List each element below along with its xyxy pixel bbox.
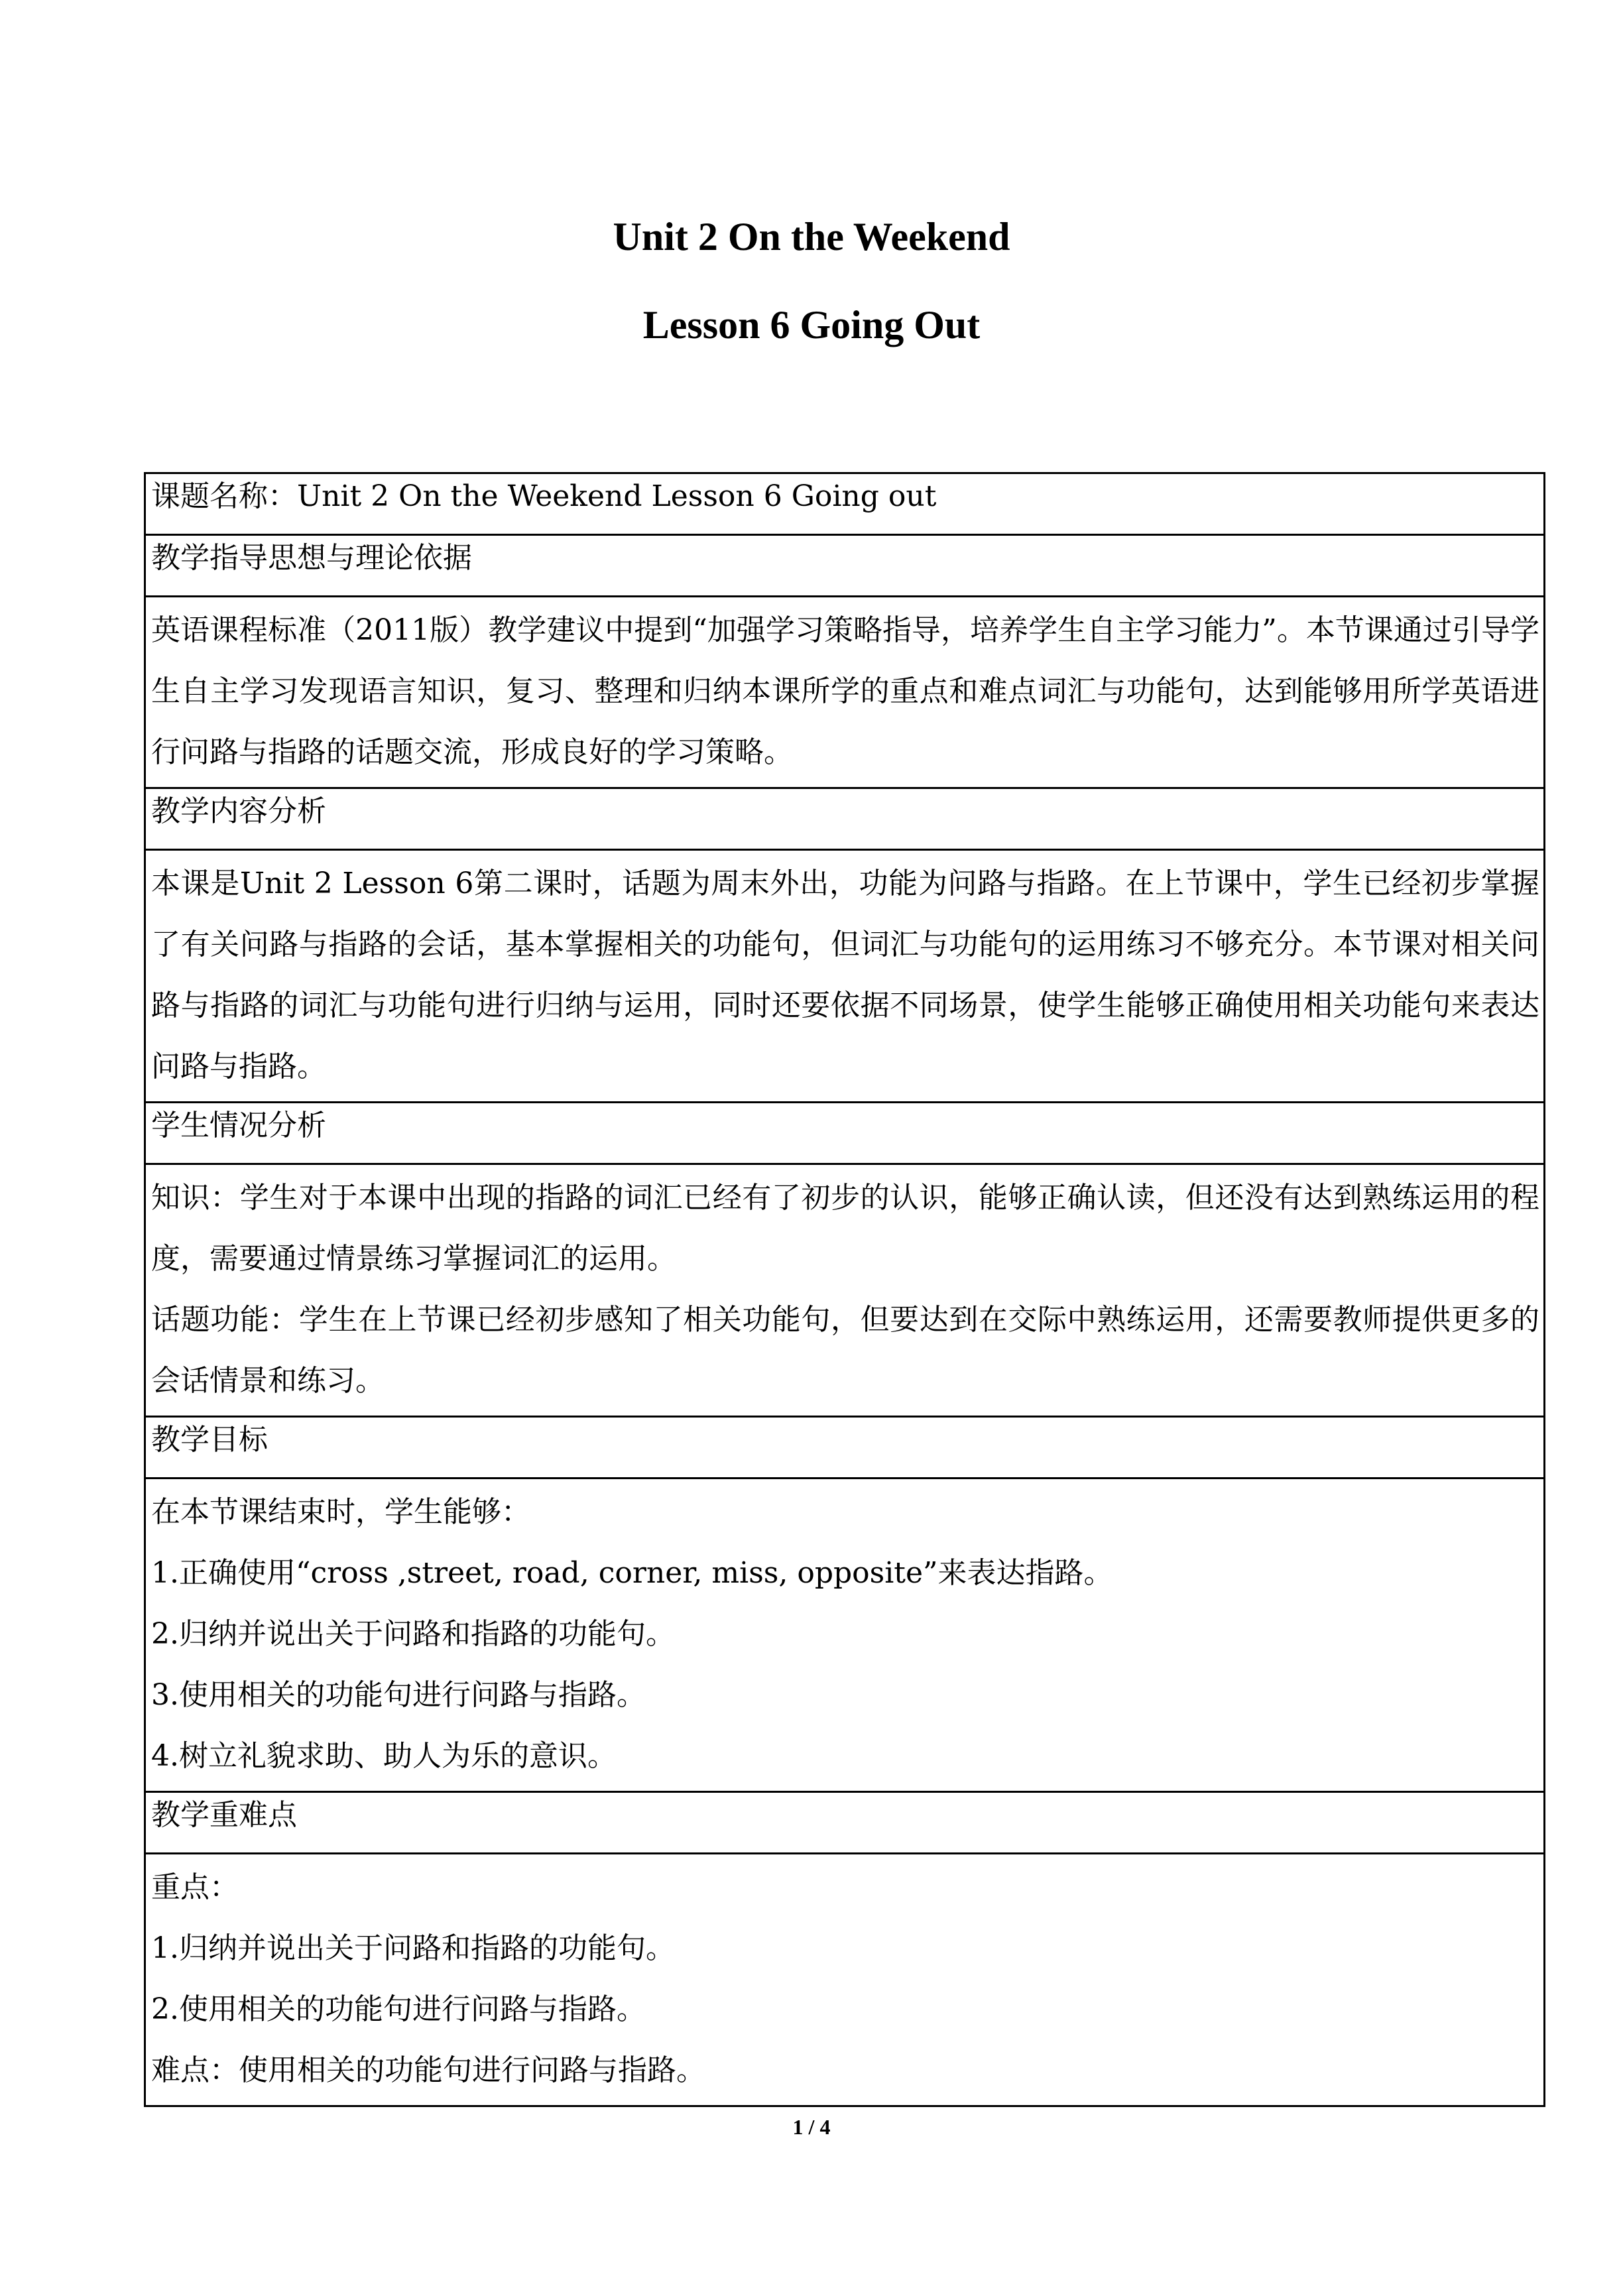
section-heading-objectives: 教学目标	[145, 1417, 1545, 1479]
section-heading-student-analysis: 学生情况分析	[145, 1103, 1545, 1164]
table-row	[145, 597, 1545, 788]
section-heading-guiding-theory: 教学指导思想与理论依据	[145, 535, 1545, 597]
list-item: 2.归纳并说出关于问路和指路的功能句。	[151, 1617, 675, 1651]
table-row	[145, 1854, 1545, 2106]
table-row	[145, 1479, 1545, 1792]
topic-cell: 课题名称：Unit 2 On the Weekend Lesson 6 Going out	[145, 473, 1545, 535]
table-row	[145, 788, 1545, 850]
paragraph: 英语课程标准（2011版）教学建议中提到“加强学习策略指导，培养学生自主学习能力”。本节课通过引导学生自主学习发现语言知识，复习、整理和归纳本课所学的重点和难点词汇与功能句，达到能够用所学英语进行问路与指路的话题交流，形成良好的学习策略。	[151, 613, 1539, 769]
paragraph: 知识：学生对于本课中出现的指路的词汇已经有了初步的认识，能够正确认读，但还没有达到熟练运用的程度，需要通过情景练习掌握词汇的运用。	[151, 1181, 1539, 1276]
section-heading-key-points: 教学重难点	[145, 1792, 1545, 1854]
section-heading-content-analysis: 教学内容分析	[145, 788, 1545, 850]
table-row	[145, 1417, 1545, 1479]
paragraph: 在本节课结束时，学生能够：	[151, 1495, 530, 1529]
list-item: 2.使用相关的功能句进行问路与指路。	[151, 1992, 646, 2026]
section-body-key-points	[145, 1854, 1545, 2106]
section-body-student-analysis	[145, 1164, 1545, 1417]
paragraph: 重点：	[151, 1870, 239, 1904]
list-item: 3.使用相关的功能句进行问路与指路。	[151, 1678, 646, 1712]
section-body-objectives	[145, 1479, 1545, 1792]
table-row	[145, 850, 1545, 1103]
document-subtitle: Lesson 6 Going Out	[642, 303, 981, 347]
list-item: 4.树立礼貌求助、助人为乐的意识。	[151, 1739, 617, 1773]
list-item: 1.正确使用“cross ,street, road, corner, miss, opposite”来表达指路。	[151, 1556, 1113, 1590]
list-item: 1.归纳并说出关于问路和指路的功能句。	[151, 1931, 675, 1965]
document-title: Unit 2 On the Weekend	[613, 215, 1010, 259]
paragraph: 难点：使用相关的功能句进行问路与指路。	[151, 2053, 705, 2087]
lesson-plan-table	[144, 472, 1545, 2107]
table-row	[145, 535, 1545, 597]
table-row	[145, 1164, 1545, 1417]
section-body-guiding-theory	[145, 597, 1545, 788]
table-row	[145, 473, 1545, 535]
page-number: 1 / 4	[792, 2115, 831, 2139]
section-body-content-analysis	[145, 850, 1545, 1103]
paragraph: 本课是Unit 2 Lesson 6第二课时，话题为周末外出，功能为问路与指路。在上节课中，学生已经初步掌握了有关问路与指路的会话，基本掌握相关的功能句，但词汇与功能句的运用练习不够充分。本节课对相关问路与指路的词汇与功能句进行归纳与运用，同时还要依据不同场景，使学生能够正确使用相关功能句来表达问路与指路。	[151, 867, 1539, 1083]
table-row	[145, 1792, 1545, 1854]
table-row	[145, 1103, 1545, 1164]
paragraph: 话题功能：学生在上节课已经初步感知了相关功能句，但要达到在交际中熟练运用，还需要教师提供更多的会话情景和练习。	[151, 1303, 1539, 1398]
